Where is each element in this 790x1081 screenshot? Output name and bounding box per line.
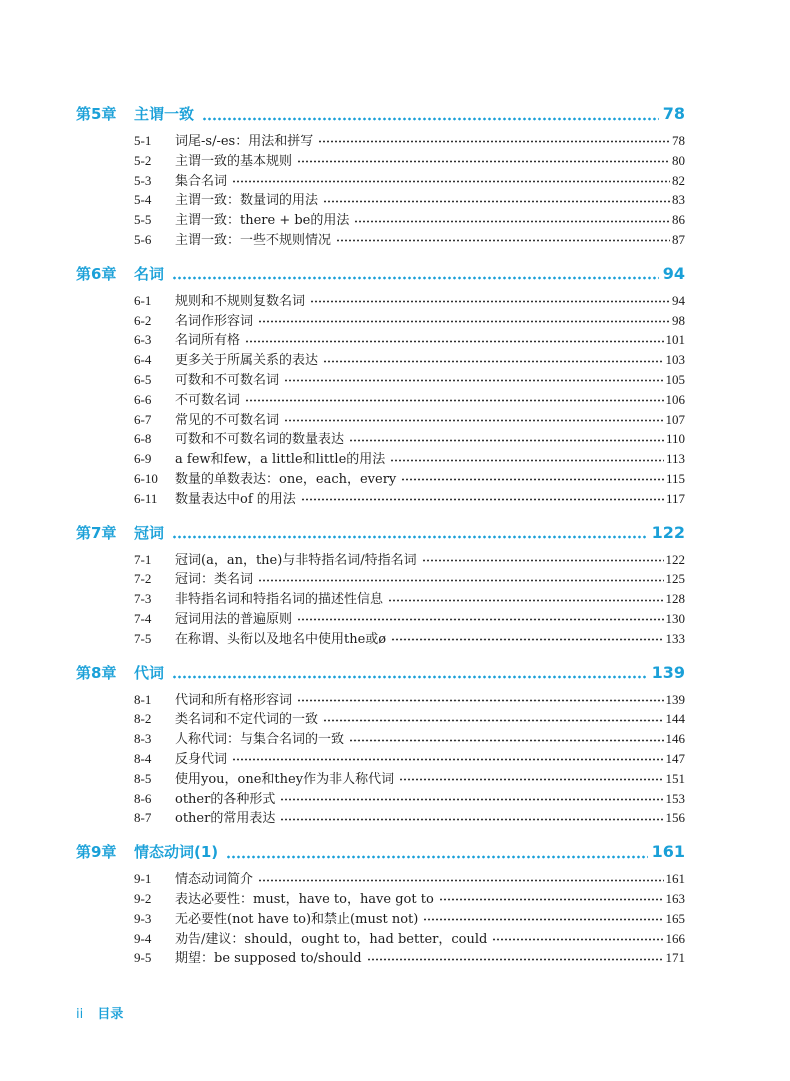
chapter-number: 第7章: [76, 523, 117, 542]
section-title: 词尾-s/-es：用法和拼写: [175, 134, 314, 149]
section-title: 人称代词：与集合名词的一致: [175, 732, 345, 748]
section-title: 情态动词简介: [175, 872, 254, 888]
chapter-page-number: 94: [662, 263, 685, 283]
chapter-page-number: 78: [662, 104, 685, 123]
section-page-number: 86: [672, 212, 685, 228]
chapter-number: 第9章: [76, 843, 117, 862]
section-title: 可数和不可数名词: [175, 372, 280, 388]
dot-leader: [258, 879, 663, 882]
section-title: 类名词和不定代词的一致: [175, 712, 319, 728]
section-page-number: 147: [665, 750, 685, 766]
section-page-number: 128: [665, 591, 685, 607]
dot-leader: [172, 675, 648, 679]
section-title: 主谓一致的基本规则: [175, 153, 293, 169]
section-number: 6-9: [134, 451, 152, 467]
section-entry[interactable]: [76, 150, 685, 170]
section-entry[interactable]: [76, 349, 685, 369]
section-list: [76, 290, 685, 508]
section-number: 6-2: [134, 312, 152, 328]
chapter-title: 代词: [134, 663, 165, 682]
section-title: 冠词(a，an，the)与非特指名词/特指名词: [175, 552, 417, 568]
section-page-number: 130: [665, 610, 685, 626]
section-page-number: 163: [665, 890, 685, 906]
dot-leader: [297, 160, 670, 163]
chapter-block: [76, 662, 685, 828]
chapter-page-number: 139: [651, 662, 685, 682]
section-title: 期望：be supposed to/should: [175, 951, 362, 967]
section-number: 5-2: [134, 152, 152, 168]
section-title: 不可数名词: [175, 392, 241, 408]
dot-leader: [323, 200, 670, 203]
section-page-number: 94: [672, 292, 685, 308]
dot-leader: [336, 239, 670, 242]
section-entry[interactable]: [76, 189, 685, 209]
section-number: 6-10: [134, 470, 158, 486]
chapter-number: 第5章: [76, 105, 117, 123]
section-title: 主谓一致：数量词的用法: [175, 193, 319, 209]
section-number: 6-3: [134, 332, 152, 348]
section-page-number: 166: [665, 930, 685, 946]
dot-leader: [258, 320, 670, 323]
footer-label: 目录: [97, 1007, 124, 1022]
section-title: 主谓一致：一些不规则情况: [175, 232, 332, 248]
section-number: 5-3: [134, 172, 152, 188]
section-entry[interactable]: [76, 468, 685, 488]
section-page-number: 122: [665, 551, 685, 567]
page-number: ii: [76, 1007, 84, 1022]
dot-leader: [388, 599, 663, 602]
section-entry[interactable]: [76, 369, 685, 389]
section-number: 8-5: [134, 770, 152, 786]
section-entry[interactable]: [76, 708, 685, 728]
dot-leader: [323, 360, 663, 363]
section-number: 6-7: [134, 411, 152, 427]
section-entry[interactable]: [76, 329, 685, 349]
section-list: [76, 868, 685, 967]
section-page-number: 151: [665, 770, 685, 786]
dot-leader: [284, 379, 663, 382]
dot-leader: [280, 818, 663, 821]
section-page-number: 78: [672, 133, 685, 148]
section-title: 冠词用法的普遍原则: [175, 611, 293, 627]
dot-leader: [354, 220, 670, 223]
section-page-number: 101: [665, 332, 685, 348]
dot-leader: [390, 459, 664, 462]
section-number: 9-1: [134, 871, 152, 887]
section-page-number: 103: [665, 352, 685, 368]
dot-leader: [232, 758, 663, 761]
dot-leader: [245, 340, 663, 343]
section-entry[interactable]: [76, 448, 685, 468]
dot-leader: [367, 958, 664, 961]
chapter-heading[interactable]: [76, 662, 685, 689]
dot-leader: [349, 439, 664, 442]
section-number: 5-4: [134, 192, 152, 208]
section-page-number: 82: [672, 172, 685, 188]
section-title: 可数和不可数名词的数量表达: [175, 432, 345, 448]
section-title: 集合名词: [175, 173, 228, 189]
section-page-number: 171: [665, 950, 685, 966]
section-number: 8-3: [134, 731, 152, 747]
section-number: 7-2: [134, 571, 152, 587]
section-entry[interactable]: [76, 768, 685, 788]
section-title: 劝告/建议：should，ought to，had better，could: [175, 931, 488, 947]
section-number: 6-11: [134, 490, 158, 506]
chapter-number: 第8章: [76, 663, 117, 682]
section-number: 5-1: [134, 133, 152, 148]
section-number: 7-5: [134, 630, 152, 646]
section-entry[interactable]: [76, 588, 685, 608]
section-page-number: 83: [672, 192, 685, 208]
section-entry[interactable]: [76, 788, 685, 808]
section-title: a few和few，a little和little的用法: [175, 452, 386, 468]
chapter-block: [76, 841, 685, 967]
section-title: 非特指名词和特指名词的描述性信息: [175, 592, 384, 608]
section-title: 数量表达中of 的用法: [175, 491, 296, 507]
section-title: 更多关于所属关系的表达: [175, 353, 319, 369]
chapter-title: 主谓一致: [134, 105, 195, 123]
section-number: 6-4: [134, 352, 152, 368]
dot-leader: [297, 618, 663, 621]
section-number: 9-2: [134, 890, 152, 906]
chapter-heading[interactable]: [76, 522, 685, 549]
chapter-page-number: 161: [651, 842, 685, 862]
dot-leader: [172, 276, 659, 280]
section-entry[interactable]: [76, 549, 685, 569]
dot-leader: [439, 898, 664, 901]
section-page-number: 146: [665, 731, 685, 747]
dot-leader: [318, 140, 670, 143]
section-number: 8-1: [134, 691, 152, 707]
section-number: 8-2: [134, 711, 152, 727]
section-entry[interactable]: [76, 928, 685, 948]
section-entry[interactable]: [76, 229, 685, 249]
section-list: [76, 130, 685, 249]
section-title: 名词作形容词: [175, 313, 254, 329]
dot-leader: [202, 117, 659, 121]
dot-leader: [280, 798, 663, 801]
section-title: 名词所有格: [175, 333, 241, 349]
section-number: 6-6: [134, 391, 152, 407]
section-entry[interactable]: [76, 868, 685, 888]
section-entry[interactable]: [76, 728, 685, 748]
section-page-number: 107: [665, 411, 685, 427]
chapter-number: 第6章: [76, 264, 117, 283]
section-entry[interactable]: [76, 488, 685, 508]
dot-leader: [422, 559, 664, 562]
section-page-number: 105: [665, 371, 685, 387]
dot-leader: [310, 300, 670, 303]
section-page-number: 98: [672, 312, 685, 328]
section-title: 在称谓、头衔以及地名中使用the或ø: [175, 631, 387, 647]
dot-leader: [301, 498, 664, 501]
section-page-number: 113: [665, 451, 685, 467]
dot-leader: [401, 478, 664, 481]
section-title: 反身代词: [175, 751, 228, 767]
section-entry[interactable]: [76, 947, 685, 967]
section-page-number: 139: [665, 691, 685, 707]
section-number: 5-5: [134, 212, 152, 228]
section-entry[interactable]: [76, 170, 685, 190]
section-page-number: 125: [665, 571, 685, 587]
section-number: 6-8: [134, 431, 152, 447]
section-title: 常见的不可数名词: [175, 412, 280, 428]
section-title: 使用you，one和they作为非人称代词: [175, 771, 395, 787]
dot-leader: [172, 535, 648, 539]
section-entry[interactable]: [76, 628, 685, 648]
section-title: 代词和所有格形容词: [175, 692, 293, 708]
section-list: [76, 549, 685, 648]
dot-leader: [349, 739, 663, 742]
chapter-title: 情态动词(1): [134, 843, 219, 862]
section-entry[interactable]: [76, 310, 685, 330]
page-footer: [76, 1003, 123, 1022]
section-entry[interactable]: [76, 130, 685, 150]
dot-leader: [492, 938, 663, 941]
chapter-block: [76, 522, 685, 648]
dot-leader: [399, 778, 663, 781]
section-entry[interactable]: [76, 290, 685, 310]
section-list: [76, 689, 685, 828]
section-title: 主谓一致：there + be的用法: [175, 213, 350, 229]
section-number: 8-4: [134, 750, 152, 766]
section-number: 9-3: [134, 910, 152, 926]
section-page-number: 153: [665, 790, 685, 806]
section-number: 9-4: [134, 930, 152, 946]
section-entry[interactable]: [76, 409, 685, 429]
section-title: 无必要性(not have to)和禁止(must not): [175, 911, 419, 927]
section-page-number: 110: [665, 431, 685, 447]
section-page-number: 133: [665, 630, 685, 646]
section-page-number: 165: [665, 910, 685, 926]
dot-leader: [245, 399, 663, 402]
section-entry[interactable]: [76, 389, 685, 409]
section-title: other的各种形式: [175, 791, 276, 807]
section-title: 表达必要性：must，have to，have got to: [175, 891, 434, 907]
section-page-number: 106: [665, 391, 685, 407]
section-entry[interactable]: [76, 608, 685, 628]
chapter-block: [76, 263, 685, 508]
chapter-heading[interactable]: [76, 841, 685, 868]
section-page-number: 156: [665, 810, 685, 826]
section-number: 7-1: [134, 551, 152, 567]
section-number: 9-5: [134, 950, 152, 966]
dot-leader: [226, 855, 647, 859]
section-entry[interactable]: [76, 807, 685, 827]
chapter-block: [76, 103, 685, 249]
dot-leader: [423, 918, 663, 921]
table-of-contents: [76, 103, 685, 981]
chapter-title: 冠词: [134, 523, 165, 542]
section-page-number: 87: [672, 231, 685, 247]
section-title: 数量的单数表达：one，each，every: [175, 471, 397, 487]
dot-leader: [297, 699, 663, 702]
section-entry[interactable]: [76, 428, 685, 448]
section-entry[interactable]: [76, 748, 685, 768]
section-page-number: 161: [665, 871, 685, 887]
section-number: 8-7: [134, 810, 152, 826]
section-title: other的常用表达: [175, 811, 276, 827]
section-number: 8-6: [134, 790, 152, 806]
dot-leader: [284, 419, 663, 422]
dot-leader: [258, 579, 663, 582]
section-page-number: 117: [665, 490, 685, 506]
chapter-title: 名词: [134, 264, 165, 283]
chapter-heading[interactable]: [76, 103, 685, 130]
section-entry[interactable]: [76, 568, 685, 588]
section-number: 6-1: [134, 292, 152, 308]
section-page-number: 115: [665, 470, 685, 486]
section-number: 5-6: [134, 231, 152, 247]
section-entry[interactable]: [76, 209, 685, 229]
dot-leader: [232, 180, 670, 183]
chapter-heading[interactable]: [76, 263, 685, 290]
section-title: 规则和不规则复数名词: [175, 293, 306, 309]
dot-leader: [323, 719, 663, 722]
section-number: 7-3: [134, 591, 152, 607]
section-page-number: 80: [672, 152, 685, 168]
section-title: 冠词：类名词: [175, 572, 254, 588]
chapter-page-number: 122: [651, 522, 685, 542]
section-page-number: 144: [665, 711, 685, 727]
section-number: 6-5: [134, 371, 152, 387]
section-number: 7-4: [134, 610, 152, 626]
section-entry[interactable]: [76, 908, 685, 928]
dot-leader: [391, 638, 663, 641]
section-entry[interactable]: [76, 888, 685, 908]
section-entry[interactable]: [76, 689, 685, 709]
